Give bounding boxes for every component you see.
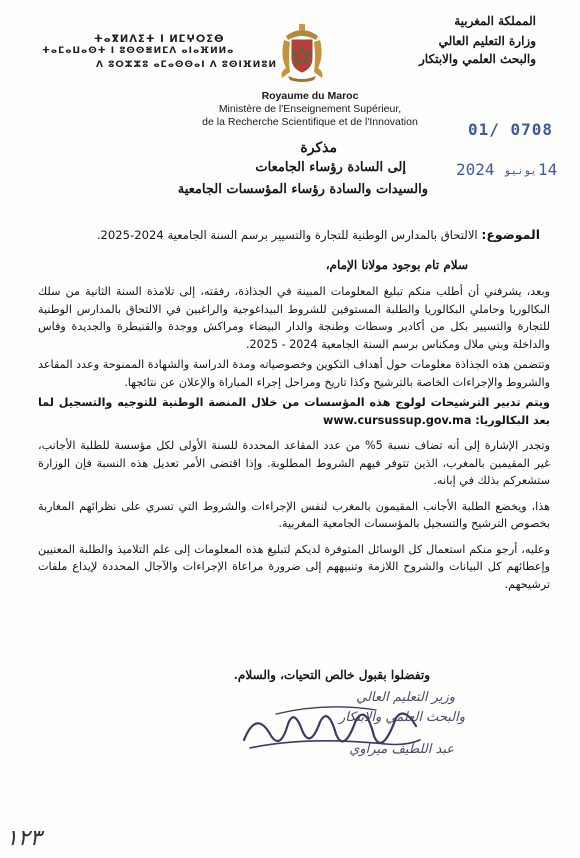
coat-of-arms-emblem (276, 22, 328, 84)
signature-title-line1: وزير التعليم العالي (356, 690, 455, 705)
signature-title-line2: والبحث العلمي والابتكار (339, 710, 465, 725)
arabic-ministry-line2: والبحث العلمي والابتكار (419, 52, 536, 66)
subject-label: الموضوع: (481, 227, 540, 242)
tifinagh-kingdom: ⵜⴰⴳⵍⴷⵉⵜ ⵏ ⵍⵎⵖⵔⵉⴱ (94, 34, 225, 45)
page-number-mark: ١٢٣ (6, 826, 42, 851)
paragraph-request: وعليه، أرجو منكم استعمال كل الوسائل المتوفرة لديكم لتبليغ هذه المعلومات إلى علم التلاميذ والطلبة المعنيين وإعطائهم كل البيانات والشروح اللازمة وتنبيههم إلى ضرورة مراعاة الإجراءات والآجال المحددة لإيداع ملفات ترشيحهم. (38, 542, 550, 591)
paragraph-resident-foreigners: هذا، ويخضع الطلبة الأجانب المقيمون بالمغرب لنفس الإجراءات والشروط التي تسري على نظرائهم المغاربة بخصوص الترشيح والتسجيل بالمؤسسات الجامعية المغربية. (38, 499, 550, 530)
memo-title: مذكرة (300, 140, 337, 156)
reference-number-stamp: 01/ 0708 (468, 120, 554, 139)
closing-line: وتفضلوا بقبول خالص التحيات، والسلام. (233, 668, 430, 682)
french-kingdom: Royaume du Maroc (261, 90, 359, 102)
tifinagh-ministry-line1: ⵜⴰⵎⴰⵡⴰⵙⵜ ⵏ ⵓⵙⵙⴻⵍⵎⴷ ⴰⵏⴰⴼⵍⵍⴰ (42, 46, 235, 56)
arabic-ministry-line1: وزارة التعليم العالي (438, 34, 536, 48)
french-ministry-line1: Ministère de l'Enseignement Supérieur, (218, 103, 402, 115)
paragraph-contents: وتتضمن هذه الجذاذة معلومات حول أهداف التكوين وخصوصياته ومدة الدراسة والشهادة الممنوحة وعدد المقاعد والشروط والإجراءات الخاصة بالترشيح وكذا تاريخ ومراحل إجراء المباراة والإعلان عن نتائجها. (38, 358, 550, 389)
addressee-line1: إلى السادة رؤساء الجامعات (255, 160, 406, 175)
memo-body (38, 283, 550, 593)
subject-text: الالتحاق بالمدارس الوطنية للتجارة والتسيير برسم السنة الجامعية 2024-2025. (96, 228, 482, 242)
subject-line (20, 226, 540, 245)
date-stamp-month: يونيو (504, 164, 538, 177)
addressee-line2: والسيدات والسادة رؤساء المؤسسات الجامعية (177, 182, 428, 197)
date-stamp-year: 2024 (456, 160, 495, 179)
greeting: سلام تام بوجود مولانا الإمام، (325, 258, 468, 272)
paragraph-announcement: وبعد، يشرفني أن أطلب منكم تبليغ المعلومات المبينة في الجذاذة، رفقته، إلى تلامذة السنة الثانية من سلك البكالوريا وحاملي البكالوريا والطلبة المستوفين للشروط البيداغوجية والراغبين في الالتحاق بالمدارس الوطنية للتجارة والتسيير بكل من أكادير وسطات وطنجة والدار البيضاء ومراكش ووجدة والقنيطرة والجديدة وفاس والداخلة وبني ملال ومكناس برسم السنة الجامعية 2024 - 2025. (38, 285, 550, 351)
date-stamp-day: 14 (538, 160, 558, 179)
signatory-name: عبد اللطيف ميراوي (349, 742, 454, 757)
tifinagh-ministry-line2: ⴷ ⵓⵔⵣⵣⵓ ⴰⵎⴰⵙⵙⴰⵏ ⴷ ⵓⵙⵏⴼⵍⵓⵍ (96, 60, 278, 70)
arabic-kingdom: المملكة المغربية (454, 14, 536, 28)
french-ministry-line2: de la Recherche Scientifique et de l'Innovation (202, 116, 418, 128)
paragraph-platform (38, 394, 550, 429)
paragraph-foreign-quota: وتجدر الإشارة إلى أنه تضاف نسبة 5% من عدد المقاعد المحددة للسنة الأولى لكل مؤسسة للطلبة الأجانب، غير المقيمين بالمغرب، الذين تتوفر فيهم الشروط المطلوبة. وإذا اقتضى الأمر تعديل هذه النسبة فإن الوزارة ستشعركم بذلك في إبانه. (38, 439, 550, 487)
platform-text: ويتم تدبير الترشيحات لولوج هذه المؤسسات من خلال المنصة الوطنية للتوجيه والتسجيل لما بعد البكالوريا: (38, 396, 550, 427)
platform-url-link[interactable]: www.cursussup.gov.ma (323, 413, 472, 427)
